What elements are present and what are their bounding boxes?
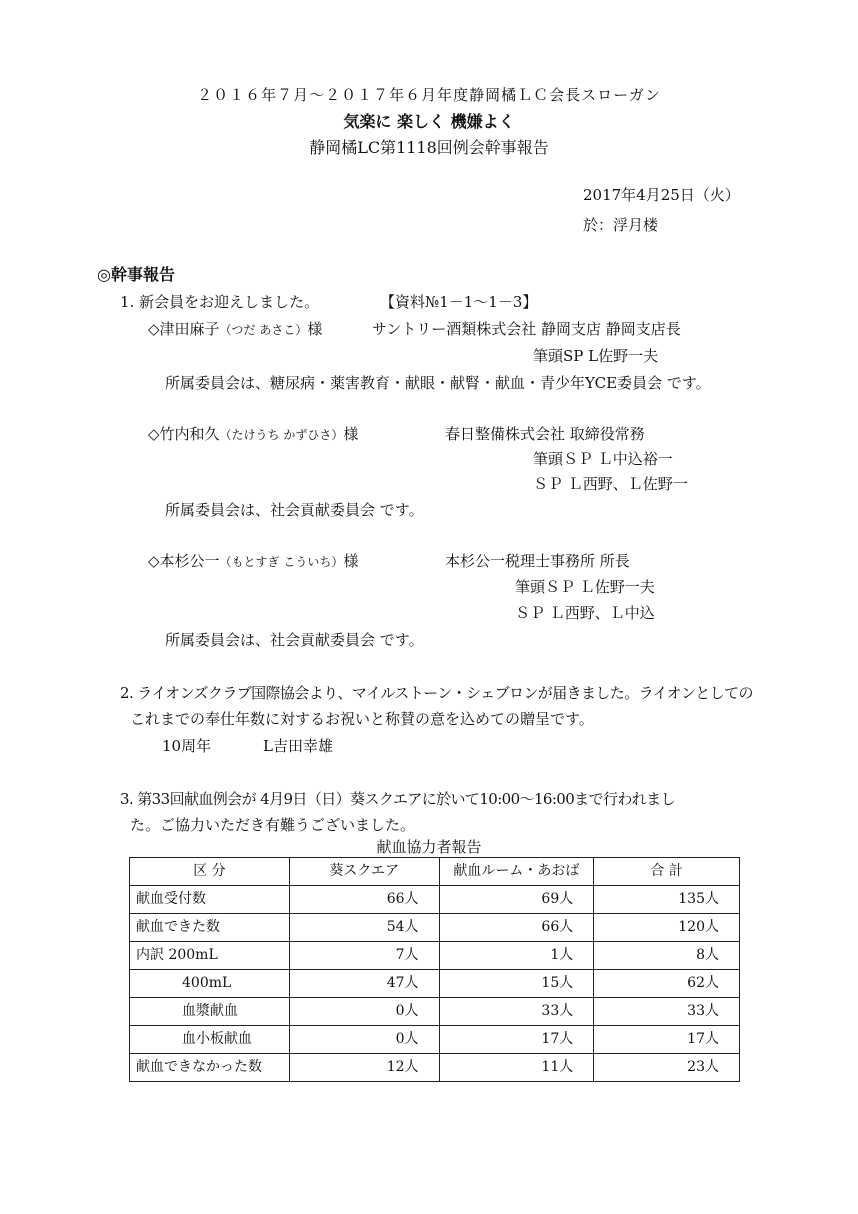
member-entry bbox=[148, 320, 322, 338]
row-label: 400mL bbox=[130, 970, 290, 998]
table-cell: 11人 bbox=[439, 1054, 594, 1082]
report-venue: 於：浮月楼 bbox=[583, 216, 659, 234]
item1-heading: 1. 新会員をお迎えしました。 bbox=[120, 293, 320, 311]
table-cell: 33人 bbox=[439, 998, 594, 1026]
column-header: 合 計 bbox=[594, 858, 740, 886]
column-header: 区 分 bbox=[130, 858, 290, 886]
member-company: サントリー酒類株式会社 静岡支店 静岡支店長 bbox=[372, 320, 681, 338]
member-kana: （つだ あさこ） bbox=[219, 323, 308, 337]
table-cell: 0人 bbox=[289, 1026, 439, 1054]
table-cell: 69人 bbox=[439, 886, 594, 914]
column-header: 献血ルーム・あおば bbox=[439, 858, 594, 886]
table-cell: 17人 bbox=[439, 1026, 594, 1054]
member-entry bbox=[148, 425, 358, 443]
table-cell: 62人 bbox=[594, 970, 740, 998]
donation-table bbox=[129, 857, 740, 1082]
report-date: 2017年4月25日（火） bbox=[583, 186, 740, 204]
member-name: ◇竹内和久 bbox=[148, 425, 220, 443]
award-years: 10周年 bbox=[162, 737, 212, 755]
item3-line1: 3. 第33回献血例会が 4月9日（日）葵スクエアに於いて10:00～16:00まで行われまし bbox=[120, 790, 675, 808]
table-cell: 66人 bbox=[289, 886, 439, 914]
table-cell: 33人 bbox=[594, 998, 740, 1026]
slogan: 気楽に 楽しく 機嫌よく bbox=[343, 112, 515, 131]
row-label: 内訳 200mL bbox=[130, 942, 290, 970]
table-cell: 15人 bbox=[439, 970, 594, 998]
item3-line2: た。ご協力いただき有難うございました。 bbox=[130, 816, 416, 834]
slogan-title: ２０１６年７月～２０１７年６月年度静岡橘ＬＣ会長スローガン bbox=[197, 86, 661, 104]
member-sponsor: ＳＰ Ｌ西野、Ｌ中込 bbox=[515, 604, 655, 622]
row-label: 献血できなかった数 bbox=[130, 1054, 290, 1082]
table-title: 献血協力者報告 bbox=[376, 838, 482, 856]
member-honorific: 様 bbox=[307, 320, 323, 338]
table-cell: 8人 bbox=[594, 942, 740, 970]
table-cell: 7人 bbox=[289, 942, 439, 970]
member-kana: （たけうち かずひさ） bbox=[219, 428, 344, 442]
table-row bbox=[130, 970, 740, 998]
column-header: 葵スクエア bbox=[289, 858, 439, 886]
item2-line1: 2. ライオンズクラブ国際協会より、マイルストーン・シェブロンが届きました。ライオンとしての bbox=[120, 684, 753, 702]
table-row bbox=[130, 886, 740, 914]
member-sponsor: ＳＰ Ｌ西野、Ｌ佐野一 bbox=[533, 475, 688, 493]
member-sponsor: 筆頭ＳＰ Ｌ中込裕一 bbox=[533, 450, 673, 468]
table-cell: 66人 bbox=[439, 914, 594, 942]
item1-reference: 【資料№1－1～1－3】 bbox=[380, 293, 538, 311]
member-company: 春日整備株式会社 取締役常務 bbox=[445, 425, 645, 443]
table-cell: 120人 bbox=[594, 914, 740, 942]
table-row bbox=[130, 1054, 740, 1082]
item2-line2: これまでの奉仕年数に対するお祝いと称賛の意を込めての贈呈です。 bbox=[130, 710, 594, 728]
table-cell: 135人 bbox=[594, 886, 740, 914]
table-row bbox=[130, 942, 740, 970]
table-row bbox=[130, 914, 740, 942]
member-name: ◇本杉公一 bbox=[148, 552, 220, 570]
member-committee: 所属委員会は、社会貢献委員会 です。 bbox=[165, 631, 424, 649]
table-row bbox=[130, 1026, 740, 1054]
row-label: 献血できた数 bbox=[130, 914, 290, 942]
table-cell: 23人 bbox=[594, 1054, 740, 1082]
member-honorific: 様 bbox=[343, 425, 359, 443]
row-label: 血小板献血 bbox=[130, 1026, 290, 1054]
member-name: ◇津田麻子 bbox=[148, 320, 220, 338]
table-cell: 0人 bbox=[289, 998, 439, 1026]
report-title: 静岡橘LC第1118回例会幹事報告 bbox=[309, 138, 549, 157]
member-committee: 所属委員会は、糖尿病・薬害教育・献眼・献腎・献血・青少年YCE委員会 です。 bbox=[165, 374, 711, 392]
table-cell: 17人 bbox=[594, 1026, 740, 1054]
member-company: 本杉公一税理士事務所 所長 bbox=[445, 552, 630, 570]
member-honorific: 様 bbox=[343, 552, 359, 570]
table-row bbox=[130, 998, 740, 1026]
table-cell: 54人 bbox=[289, 914, 439, 942]
member-entry bbox=[148, 552, 358, 570]
member-committee: 所属委員会は、社会貢献委員会 です。 bbox=[165, 501, 424, 519]
table-cell: 47人 bbox=[289, 970, 439, 998]
row-label: 献血受付数 bbox=[130, 886, 290, 914]
member-sponsor: 筆頭SP L佐野一夫 bbox=[533, 347, 659, 365]
table-header-row bbox=[130, 858, 740, 886]
row-label: 血漿献血 bbox=[130, 998, 290, 1026]
member-kana: （もとすぎ こういち） bbox=[219, 555, 344, 569]
member-sponsor: 筆頭ＳＰ Ｌ佐野一夫 bbox=[515, 578, 655, 596]
award-recipient: L吉田幸雄 bbox=[263, 737, 333, 755]
table-cell: 1人 bbox=[439, 942, 594, 970]
table-cell: 12人 bbox=[289, 1054, 439, 1082]
section-title: ◎幹事報告 bbox=[97, 265, 175, 284]
